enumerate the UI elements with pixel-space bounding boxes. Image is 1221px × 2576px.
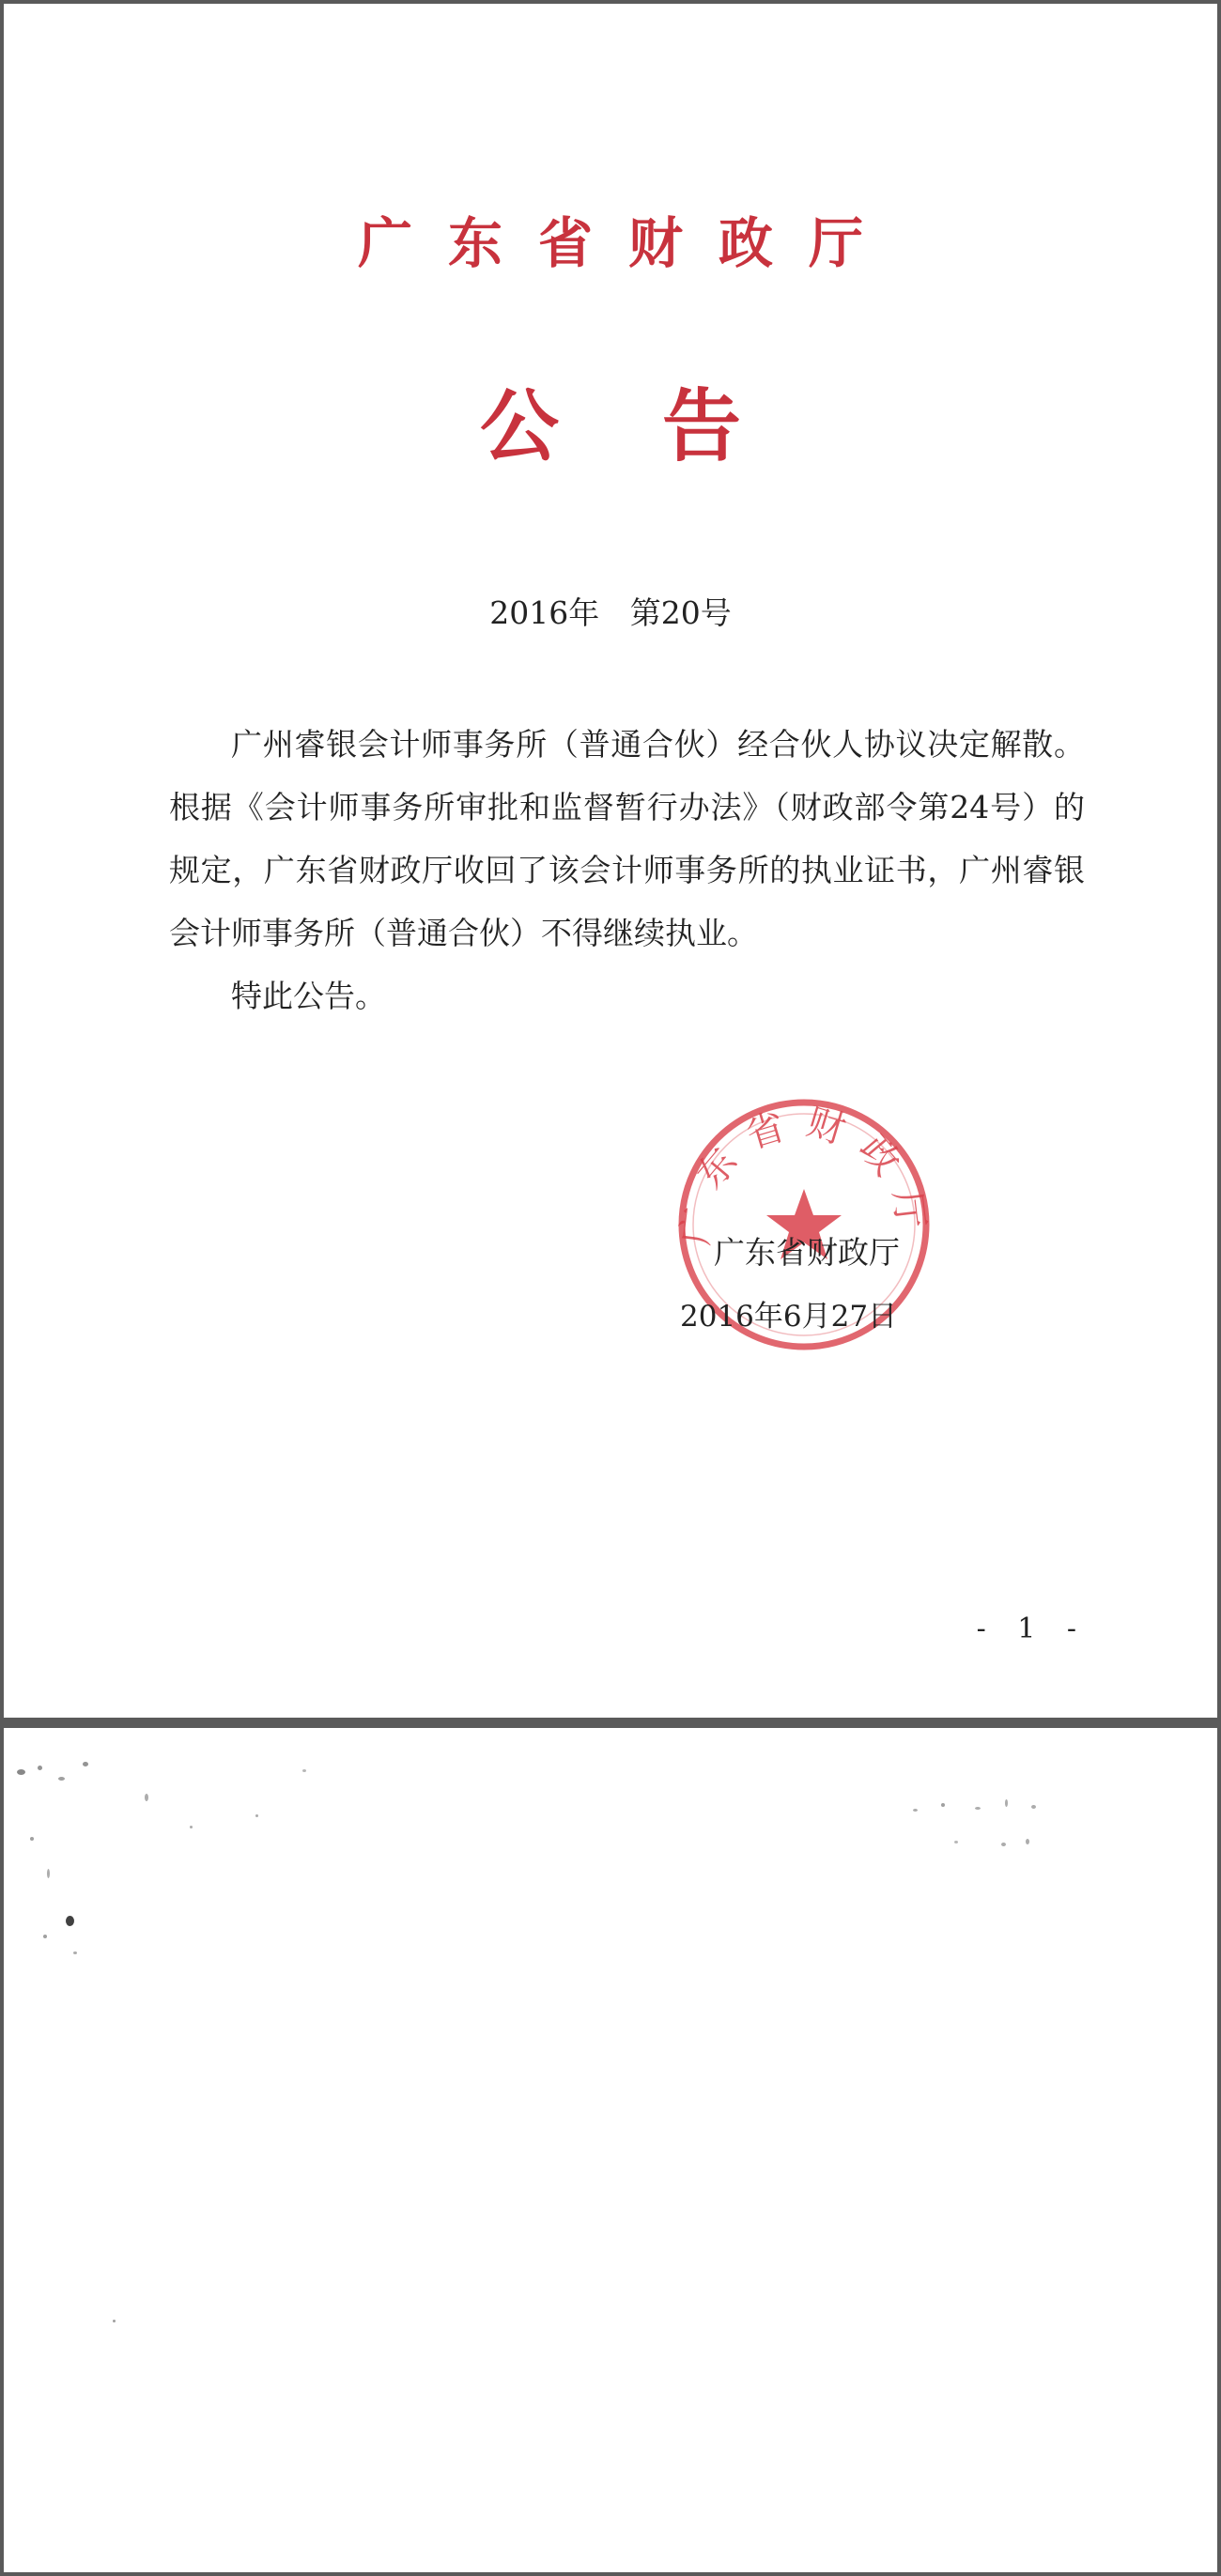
scan-artifact	[975, 1807, 981, 1810]
signature-date: 2016年6月27日	[680, 1300, 898, 1334]
scan-artifact	[1001, 1843, 1006, 1846]
document-number: 2016年 第20号	[489, 594, 732, 631]
scan-artifact	[17, 1769, 25, 1775]
announcement-body	[169, 713, 1085, 1027]
scan-artifact	[83, 1762, 88, 1766]
scan-artifact	[73, 1951, 77, 1954]
scan-artifact	[954, 1841, 958, 1843]
document-kind-heading: 公告	[479, 379, 844, 472]
scan-artifact	[302, 1769, 306, 1772]
scan-artifact	[255, 1814, 258, 1817]
document-page-2	[4, 1728, 1217, 2572]
scan-artifact	[113, 2320, 116, 2322]
seal-text: 广东省财政厅	[674, 1100, 934, 1248]
scan-artifact	[30, 1837, 34, 1841]
announcement-paragraph: 广州睿银会计师事务所（普通合伙）经合伙人协议决定解散。根据《会计师事务所审批和监督暂行办法》（财政部令第24号）的规定，广东省财政厅收回了该会计师事务所的执业证书，广州睿银会计师事务所（普通合伙）不得继续执业。	[169, 726, 1085, 951]
page-number: - 1 -	[976, 1612, 1088, 1645]
scan-artifact	[913, 1809, 918, 1812]
org-title: 广东省财政厅	[357, 211, 899, 275]
scan-artifact	[190, 1826, 193, 1828]
document-page-1	[4, 4, 1217, 1718]
scan-artifact	[38, 1766, 42, 1770]
scan-artifact	[145, 1794, 148, 1801]
signature-organization: 广东省财政厅	[714, 1234, 900, 1271]
scan-artifact	[941, 1803, 945, 1807]
scan-artifact	[1005, 1799, 1008, 1807]
scan-artifact	[43, 1935, 47, 1938]
scan-artifact	[47, 1869, 50, 1878]
scan-artifact	[1026, 1839, 1029, 1844]
scan-artifact	[58, 1777, 65, 1781]
scan-artifact	[1031, 1805, 1036, 1809]
closing-remark: 特此公告。	[231, 978, 386, 1014]
scan-artifact	[66, 1916, 74, 1926]
